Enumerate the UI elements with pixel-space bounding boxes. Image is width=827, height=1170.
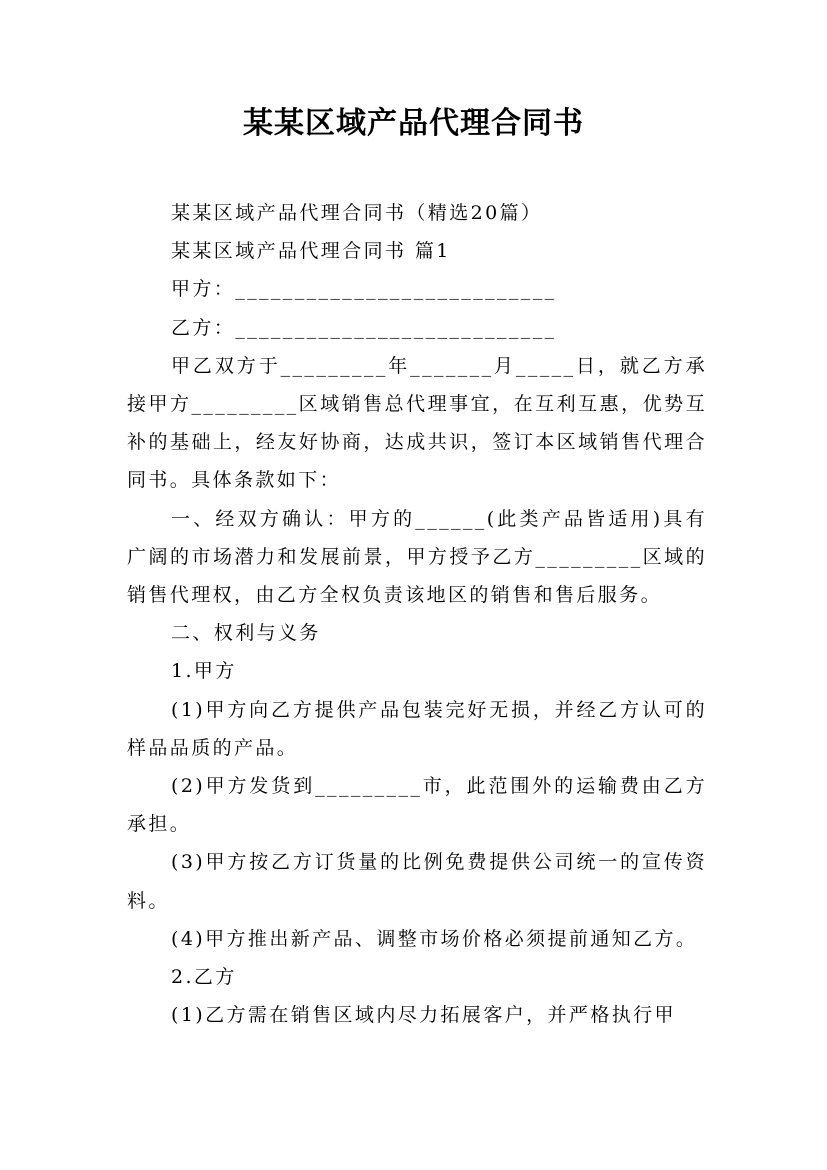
- paragraph-a-item-3: (3)甲方按乙方订货量的比例免费提供公司统一的宣传资料。: [127, 851, 707, 912]
- paragraph-a-item-4: (4)甲方推出新产品、调整市场价格必须提前通知乙方。: [171, 927, 698, 950]
- paragraph-a-item-2: (2)甲方发货到_________市，此范围外的运输费由乙方承担。: [127, 775, 707, 836]
- paragraph-subtitle: 某某区域产品代理合同书（精选20篇）: [171, 202, 543, 224]
- paragraph-b-item-1: (1)乙方需在销售区域内尽力拓展客户，并严格执行甲: [171, 1004, 676, 1027]
- paragraph-party-b-heading: 2.乙方: [171, 966, 237, 989]
- paragraph-article-heading: 某某区域产品代理合同书 篇1: [171, 240, 451, 263]
- paragraph-section-2-heading: 二、权利与义务: [171, 622, 321, 645]
- paragraph-party-b: 乙方：___________________________: [171, 316, 557, 339]
- document-title: 某某区域产品代理合同书: [243, 106, 584, 141]
- document-body: [127, 194, 707, 1034]
- paragraph-preamble: 甲乙双方于_________年_______月_____日，就乙方承接甲方_________区域销售总代理事宜，在互利互惠，优势互补的基础上，经友好协商，达成共识，签订本区域销售代理合同书。具体条款如下：: [127, 354, 707, 492]
- paragraph-a-item-1: (1)甲方向乙方提供产品包装完好无损，并经乙方认可的样品品质的产品。: [127, 698, 707, 759]
- paragraph-party-a-heading: 1.甲方: [171, 660, 237, 683]
- paragraph-clause-1: 一、经双方确认：甲方的______(此类产品皆适用)具有广阔的市场潜力和发展前景，甲方授予乙方_________区域的销售代理权，由乙方全权负责该地区的销售和售后服务。: [127, 507, 707, 607]
- paragraph-party-a: 甲方：___________________________: [171, 278, 557, 301]
